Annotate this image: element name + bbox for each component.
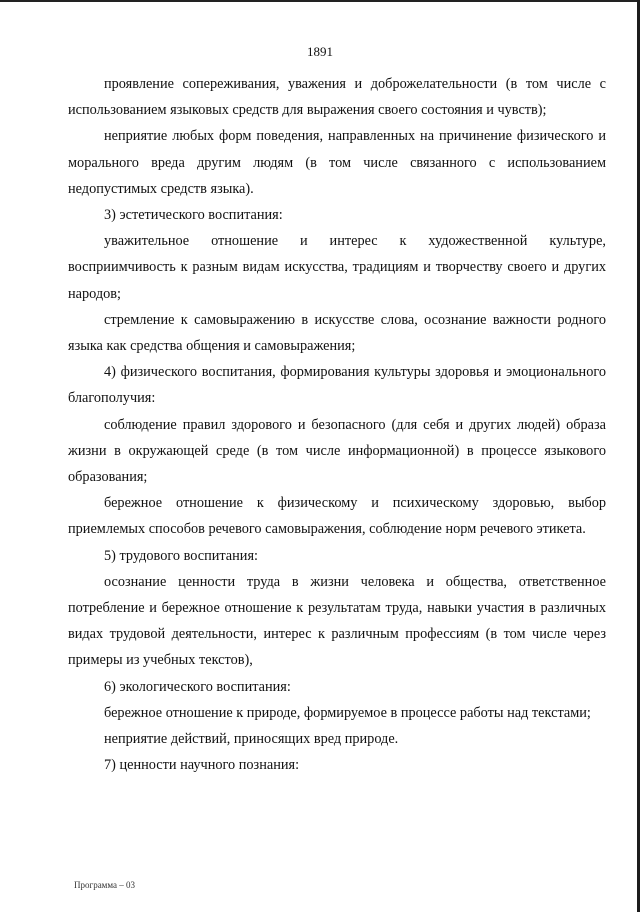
- paragraph: бережное отношение к природе, формируемое в процессе работы над текстами;: [104, 704, 591, 721]
- section-heading: 4) физического воспитания, формирования культуры здоровья и эмоционального благополучия:: [68, 364, 606, 407]
- page-footer: Программа – 03: [74, 880, 136, 890]
- paragraph: проявление сопереживания, уважения и доброжелательности (в том числе с использованием языковых средств для выражения своего состояния и чувств);: [68, 76, 606, 119]
- document-body: [68, 71, 606, 778]
- paragraph: неприятие любых форм поведения, направленных на причинение физического и морального вреда другим людям (в том числе связанного с использованием недопустимых средств языка).: [68, 128, 606, 197]
- section-heading: 7) ценности научного познания:: [104, 757, 300, 774]
- paragraph: уважительное отношение и интерес к художественной культуре, восприимчивость к разным видам искусства, традициям и творчеству своего и других народов;: [68, 233, 606, 302]
- paragraph: соблюдение правил здорового и безопасного (для себя и других людей) образа жизни в окружающей среде (в том числе информационной) в процессе языкового образования;: [68, 416, 606, 486]
- paragraph: бережное отношение к физическому и психическому здоровью, выбор приемлемых способов речевого самовыражения, соблюдение норм речевого этикета.: [68, 495, 606, 538]
- paragraph: неприятие действий, приносящих вред природе.: [104, 731, 399, 748]
- scan-edge-top: [0, 0, 640, 2]
- page-number: 1891: [307, 44, 333, 59]
- paragraph: стремление к самовыражению в искусстве слова, осознание важности родного языка как средства общения и самовыражения;: [68, 311, 606, 355]
- section-heading: 5) трудового воспитания:: [104, 547, 258, 564]
- section-heading: 3) эстетического воспитания:: [104, 207, 283, 224]
- section-heading: 6) экологического воспитания:: [104, 678, 291, 695]
- paragraph: осознание ценности труда в жизни человека и общества, ответственное потребление и бережное отношение к результатам труда, навыки участия в различных видах трудовой деятельности, интерес к различным профессиям (в том числе через примеры из учебных текстов),: [68, 573, 606, 669]
